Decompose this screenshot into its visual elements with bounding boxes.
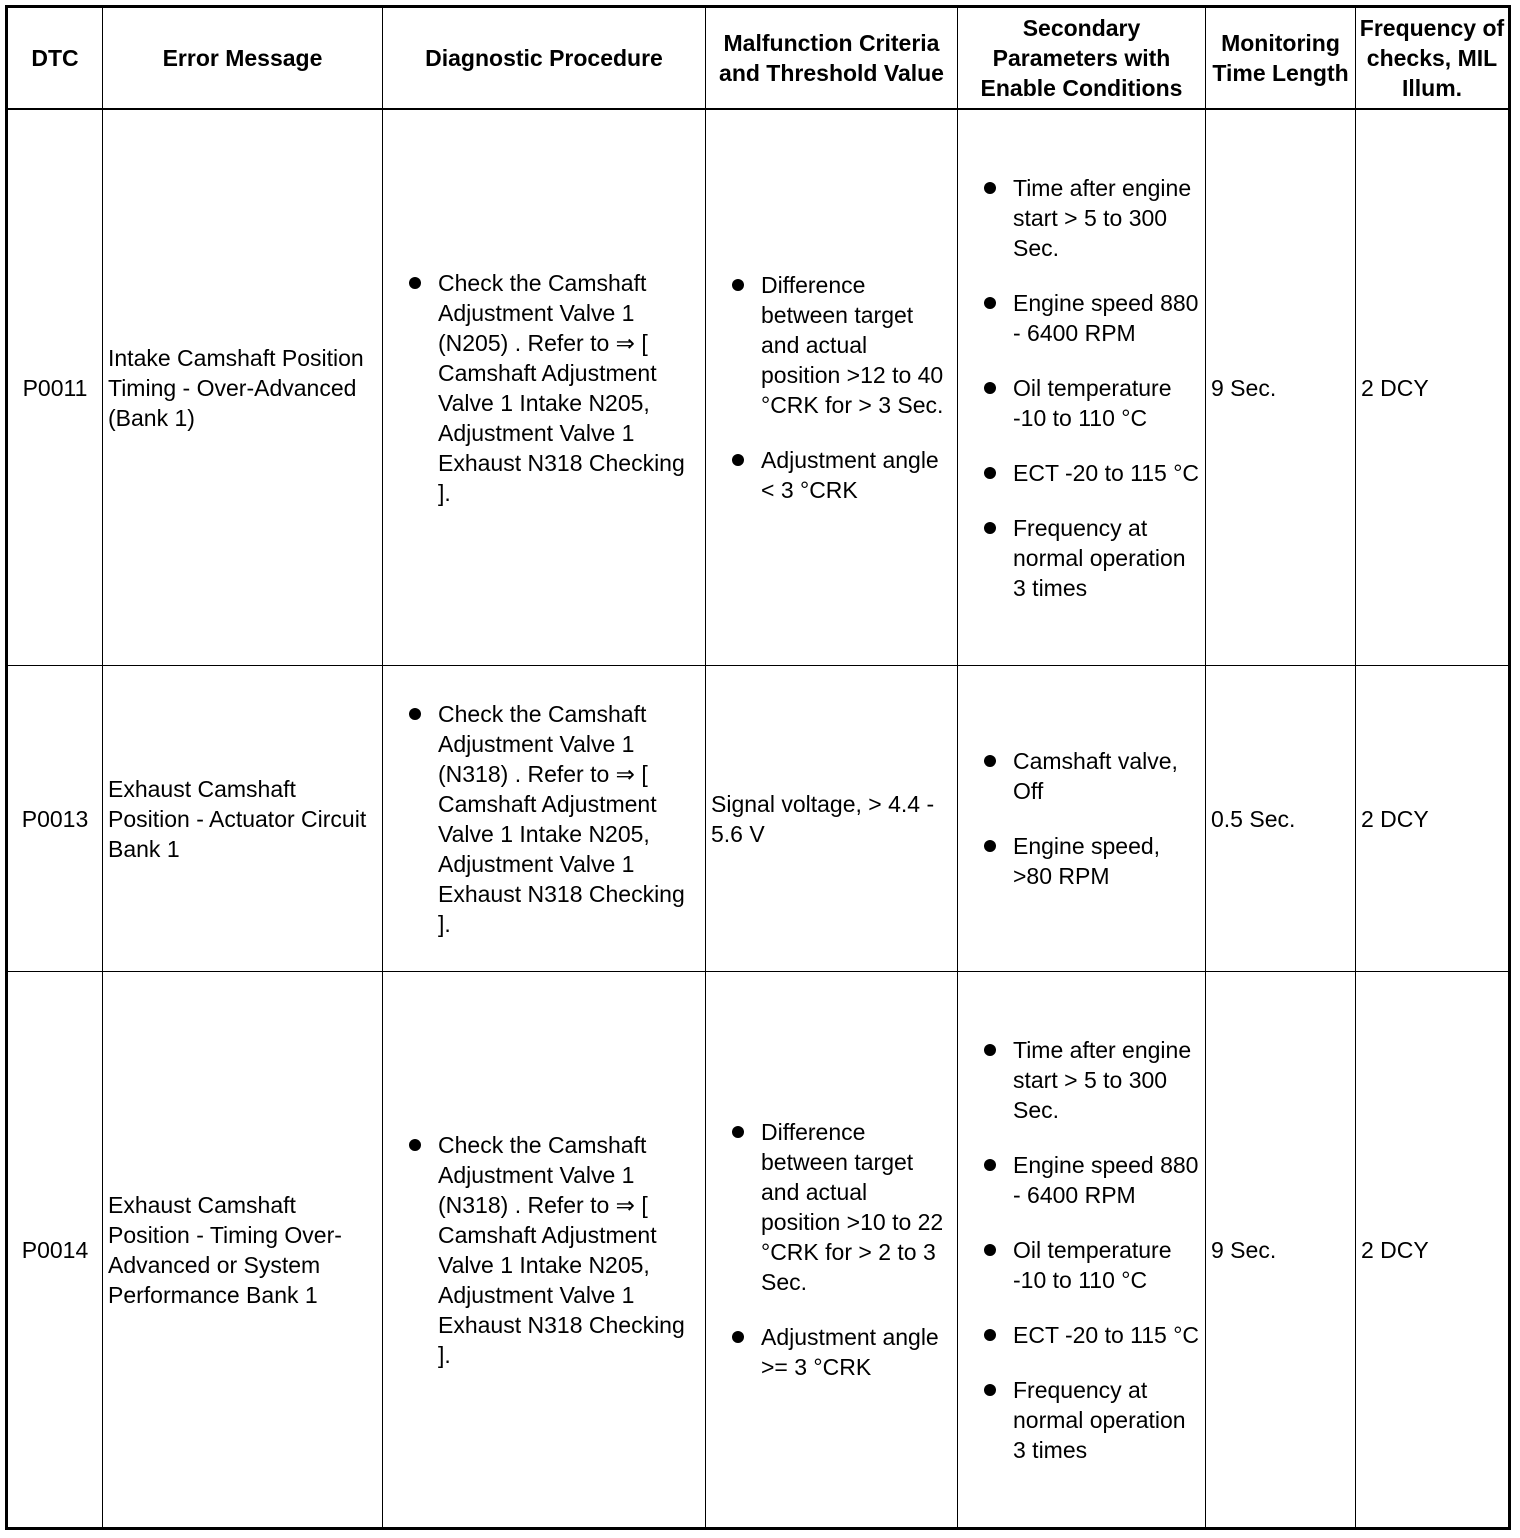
- frequency: 2 DCY: [1356, 666, 1510, 972]
- bullet-icon: [984, 1384, 996, 1396]
- list-item: [963, 1375, 1200, 1465]
- malfunction-criteria-cell: [706, 109, 958, 666]
- header-error-message: Error Message: [103, 7, 383, 110]
- diagnostic-procedure-cell: [383, 972, 706, 1529]
- bullet-icon: [984, 382, 996, 394]
- header-dtc: DTC: [7, 7, 103, 110]
- diagnostic-procedure-cell: [383, 109, 706, 666]
- header-frequency: Frequency of checks, MIL Illum.: [1356, 7, 1510, 110]
- list-item: [963, 831, 1200, 891]
- dtc-code: P0011: [7, 109, 103, 666]
- bullet-icon: [732, 279, 744, 291]
- table-row: [7, 109, 1510, 666]
- secondary-parameters-cell: [958, 666, 1206, 972]
- parameter: Oil temperature -10 to 110 °C: [1013, 374, 1172, 431]
- header-diagnostic-procedure: Diagnostic Procedure: [383, 7, 706, 110]
- list-item: [963, 513, 1200, 603]
- bullet-icon: [732, 1126, 744, 1138]
- parameter: ECT -20 to 115 °C: [1013, 1321, 1200, 1348]
- bullet-icon: [984, 1159, 996, 1171]
- dtc-code: P0013: [7, 666, 103, 972]
- list-item: [963, 1235, 1200, 1295]
- parameter: ECT -20 to 115 °C: [1013, 459, 1200, 486]
- error-message: Exhaust Camshaft Position - Actuator Circuit Bank 1: [103, 666, 383, 972]
- header-row: [7, 7, 1510, 110]
- parameter: Frequency at normal operation 3 times: [1013, 1376, 1186, 1463]
- list-item: [711, 1117, 952, 1297]
- diagnostic-procedure-cell: [383, 666, 706, 972]
- bullet-icon: [984, 1329, 996, 1341]
- header-monitoring-time: Monitoring Time Length: [1206, 7, 1356, 110]
- list-item: [711, 270, 952, 420]
- bullet-icon: [732, 1331, 744, 1343]
- list-item: [963, 173, 1200, 263]
- bullet-icon: [984, 182, 996, 194]
- table-row: [7, 972, 1510, 1529]
- criterion: Adjustment angle < 3 °CRK: [761, 447, 939, 503]
- criterion: Adjustment angle >= 3 °CRK: [761, 1324, 939, 1380]
- list-item: [388, 699, 700, 939]
- parameter: Engine speed 880 - 6400 RPM: [1013, 1151, 1199, 1208]
- list-item: [963, 458, 1200, 488]
- monitoring-time: 9 Sec.: [1206, 109, 1356, 666]
- bullet-icon: [732, 454, 744, 466]
- list-item: [388, 268, 700, 508]
- diagnostic-step: Check the Camshaft Adjustment Valve 1 (N318) . Refer to ⇒ [ Camshaft Adjustment Valve 1 Intake N205, Adjustment Valve 1 Exhaust N318 Checking ].: [438, 700, 685, 937]
- bullet-icon: [984, 840, 996, 852]
- list-item: [963, 1035, 1200, 1125]
- bullet-icon: [984, 1044, 996, 1056]
- parameter: Engine speed, >80 RPM: [1013, 833, 1161, 889]
- list-item: [963, 746, 1200, 806]
- malfunction-criteria: Signal voltage, > 4.4 - 5.6 V: [706, 666, 958, 972]
- table-row: [7, 666, 1510, 972]
- list-item: [963, 1320, 1200, 1350]
- frequency: 2 DCY: [1356, 109, 1510, 666]
- error-message: Exhaust Camshaft Position - Timing Over-Advanced or System Performance Bank 1: [103, 972, 383, 1529]
- monitoring-time: 0.5 Sec.: [1206, 666, 1356, 972]
- criterion: Difference between target and actual position >12 to 40 °CRK for > 3 Sec.: [761, 272, 944, 418]
- bullet-icon: [984, 522, 996, 534]
- bullet-icon: [409, 1139, 421, 1151]
- secondary-parameters-cell: [958, 109, 1206, 666]
- bullet-icon: [984, 1244, 996, 1256]
- secondary-parameters-cell: [958, 972, 1206, 1529]
- bullet-icon: [984, 297, 996, 309]
- parameter: Camshaft valve, Off: [1013, 748, 1178, 804]
- bullet-icon: [409, 277, 421, 289]
- parameter: Time after engine start > 5 to 300 Sec.: [1013, 1036, 1192, 1123]
- header-malfunction-criteria: Malfunction Criteria and Threshold Value: [706, 7, 958, 110]
- frequency: 2 DCY: [1356, 972, 1510, 1529]
- error-message: Intake Camshaft Position Timing - Over-Advanced (Bank 1): [103, 109, 383, 666]
- monitoring-time: 9 Sec.: [1206, 972, 1356, 1529]
- parameter: Oil temperature -10 to 110 °C: [1013, 1236, 1172, 1293]
- diagnostic-step: Check the Camshaft Adjustment Valve 1 (N205) . Refer to ⇒ [ Camshaft Adjustment Valve 1 Intake N205, Adjustment Valve 1 Exhaust N318 Checking ].: [438, 269, 685, 506]
- list-item: [388, 1130, 700, 1370]
- list-item: [963, 288, 1200, 348]
- malfunction-criteria-cell: [706, 972, 958, 1529]
- bullet-icon: [409, 708, 421, 720]
- list-item: [963, 1150, 1200, 1210]
- diagnostic-step: Check the Camshaft Adjustment Valve 1 (N318) . Refer to ⇒ [ Camshaft Adjustment Valve 1 Intake N205, Adjustment Valve 1 Exhaust N318 Checking ].: [438, 1131, 685, 1368]
- dtc-code: P0014: [7, 972, 103, 1529]
- criterion: Difference between target and actual position >10 to 22 °CRK for > 2 to 3 Sec.: [761, 1119, 944, 1295]
- parameter: Frequency at normal operation 3 times: [1013, 514, 1186, 601]
- list-item: [963, 373, 1200, 433]
- list-item: [711, 1322, 952, 1382]
- parameter: Engine speed 880 - 6400 RPM: [1013, 289, 1199, 346]
- bullet-icon: [984, 755, 996, 767]
- dtc-table: [5, 5, 1511, 1530]
- list-item: [711, 445, 952, 505]
- parameter: Time after engine start > 5 to 300 Sec.: [1013, 174, 1192, 261]
- header-secondary-parameters: Secondary Parameters with Enable Conditions: [958, 7, 1206, 110]
- bullet-icon: [984, 467, 996, 479]
